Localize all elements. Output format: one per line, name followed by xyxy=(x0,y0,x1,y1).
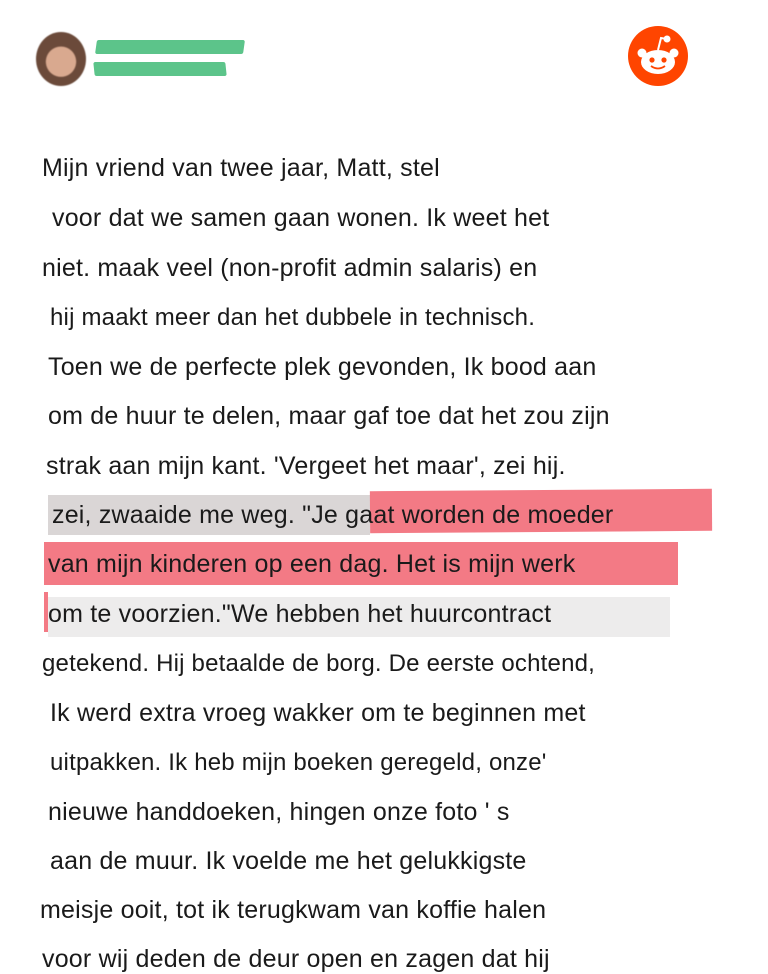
post-line: niet. maak veel (non-profit admin salaris) en xyxy=(42,254,538,282)
post-line: hij maakt meer dan het dubbele in technisch. xyxy=(50,304,536,331)
post-line: van mijn kinderen op een dag. Het is mijn werk xyxy=(48,550,576,578)
post-line: voor dat we samen gaan wonen. Ik weet het xyxy=(52,204,550,232)
post-line: voor wij deden de deur open en zagen dat hij xyxy=(42,945,550,973)
post-line: uitpakken. Ik heb mijn boeken geregeld, onze' xyxy=(50,749,547,776)
post-line: Ik werd extra vroeg wakker om te beginnen met xyxy=(50,699,586,727)
post-line: strak aan mijn kant. 'Vergeet het maar', zei hij. xyxy=(46,452,566,480)
post-line: om te voorzien."We hebben het huurcontract xyxy=(48,600,552,628)
post-line: zei, zwaaide me weg. "Je gaat worden de moeder xyxy=(52,501,614,529)
post-line: om de huur te delen, maar gaf toe dat het zou zijn xyxy=(48,402,610,430)
post-line: aan de muur. Ik voelde me het gelukkigste xyxy=(50,847,527,875)
post-line: meisje ooit, tot ik terugkwam van koffie halen xyxy=(40,896,547,924)
post-line: Mijn vriend van twee jaar, Matt, stel xyxy=(42,154,440,182)
post-line: nieuwe handdoeken, hingen onze foto ' s xyxy=(48,798,510,826)
post-line: Toen we de perfecte plek gevonden, Ik bood aan xyxy=(48,353,597,381)
post-line: getekend. Hij betaalde de borg. De eerste ochtend, xyxy=(42,650,596,677)
